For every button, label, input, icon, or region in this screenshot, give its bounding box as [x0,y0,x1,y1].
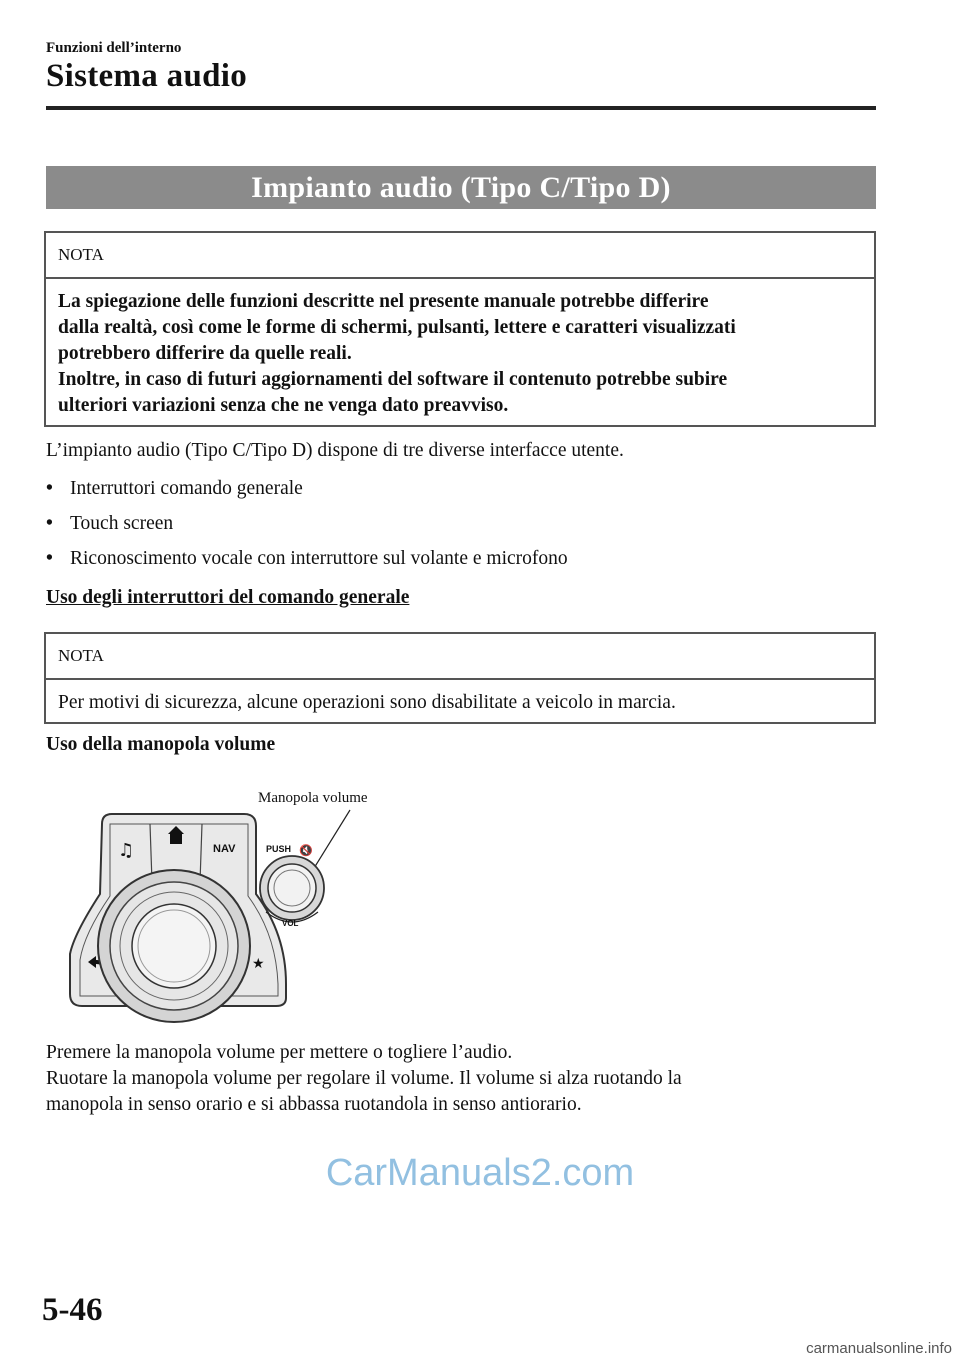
favorite-star-icon: ★ [252,956,265,972]
body-paragraph-line: Ruotare la manopola volume per regolare il volume. Il volume si alza ruotando la [46,1068,682,1089]
mute-icon: 🔇 [299,844,313,857]
note-label: NOTA [46,634,874,680]
page-number: 5-46 [42,1292,103,1328]
commander-knob-center [132,904,216,988]
note-line: ulteriori variazioni senza che ne venga dato preavviso. [58,395,509,416]
note-box-disclaimer [44,231,876,427]
list-item-text: Touch screen [70,513,174,534]
list-item [46,476,303,502]
title-rule [46,106,876,110]
intro-paragraph: L’impianto audio (Tipo C/Tipo D) dispone di tre diverse interfacce utente. [46,440,624,461]
note-body: Per motivi di sicurezza, alcune operazioni sono disabilitate a veicolo in marcia. [58,692,676,713]
figure-callout: Manopola volume [258,790,368,806]
commander-switch-illustration [66,784,426,1024]
bullet-icon: • [46,478,53,499]
volume-heading: Uso della manopola volume [46,734,276,755]
note-line: La spiegazione delle funzioni descritte nel presente manuale potrebbe differire [58,291,709,312]
footer-watermark: carmanualsonline.info [806,1340,952,1357]
note-line: dalla realtà, così come le forme di schermi, pulsanti, lettere e caratteri visualizzati [58,317,736,338]
watermark: CarManuals2.com [325,1152,635,1194]
body-paragraph-line: Premere la manopola volume per mettere o togliere l’audio. [46,1042,513,1063]
body-paragraph-line: manopola in senso orario e si abbassa ruotandola in senso antiorario. [46,1094,582,1115]
list-item-text: Riconoscimento vocale con interruttore sul volante e microfono [70,548,568,569]
vol-label: VOL [282,919,299,928]
push-label: PUSH [266,844,292,854]
note-line: Inoltre, in caso di futuri aggiornamenti del software il contenuto potrebbe subire [58,369,728,390]
topic-banner: Impianto audio (Tipo C/Tipo D) [46,166,876,209]
note-label: NOTA [46,233,874,279]
note-body [46,279,874,431]
note-line: potrebbero differire da quelle reali. [58,343,352,364]
music-icon: ♫ [118,840,135,861]
section-title: Sistema audio [46,58,248,94]
running-head: Funzioni dell’interno [46,40,182,56]
volume-knob [268,864,316,912]
nav-label: NAV [213,843,236,855]
subheading-controls: Uso degli interruttori del comando generale [46,587,410,608]
bullet-icon: • [46,548,53,569]
bullet-icon: • [46,513,53,534]
note-box-safety [44,632,876,724]
list-item [46,511,173,537]
list-item-text: Interruttori comando generale [70,478,303,499]
list-item [46,546,568,572]
